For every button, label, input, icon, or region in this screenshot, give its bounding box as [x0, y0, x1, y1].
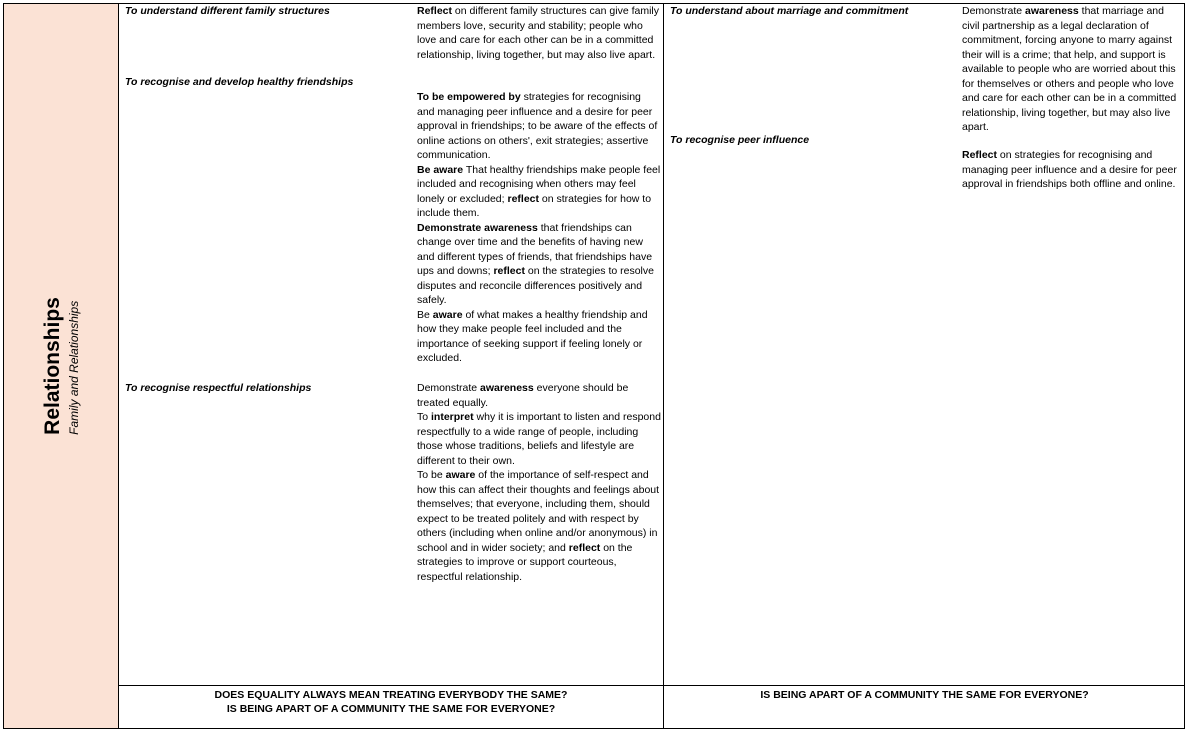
marriage-paragraph [962, 4, 1183, 135]
friendships-description [417, 90, 661, 366]
family-structures-description [417, 4, 661, 62]
objective-healthy-friendships: To recognise and develop healthy friendships [125, 76, 354, 88]
question-community-right: IS BEING APART OF A COMMUNITY THE SAME FOR EVERYONE? [760, 689, 1089, 701]
text: To [417, 411, 432, 423]
text: Demonstrate [417, 382, 481, 394]
text: of what makes a healthy friendship and how they make people feel included and the importance of seeking support if feeling lonely or excluded. [417, 308, 648, 364]
text: on the strategies to resolve disputes and reconcile differences positively and safely. [417, 265, 654, 306]
text: Be [417, 308, 433, 321]
keyword: aware [432, 308, 463, 321]
text: Demonstrate [962, 5, 1026, 17]
subject-sidebar [3, 3, 119, 729]
keyword: Reflect [962, 149, 998, 161]
text: everyone should be treated equally. [417, 382, 629, 409]
text: That healthy friendships make people feel included and recognising when others may feel lonely or excluded; [417, 163, 661, 205]
subject-title: Relationships [41, 297, 64, 435]
friendship-paragraph-3 [417, 221, 661, 308]
keyword: To be empowered by [417, 91, 521, 103]
text: that marriage and civil partnership as a legal declaration of commitment, forcing anyone to marry against their will is a crime; that help, and support is available to people who are worried about this for themselves or others and people who love and care for each other can be in a committed relationship, living together, but may also live apart. [962, 5, 1177, 133]
peer-influence-description [962, 148, 1183, 192]
friendship-paragraph-2 [417, 163, 661, 221]
text: on strategies for how to include them. [417, 192, 652, 219]
friendship-paragraph-4 [417, 308, 661, 366]
question-equality: DOES EQUALITY ALWAYS MEAN TREATING EVERYBODY THE SAME? [214, 689, 568, 701]
text: To be [417, 469, 446, 481]
keyword: Be aware [417, 163, 464, 176]
objective-peer-influence: To recognise peer influence [670, 134, 810, 146]
objective-family-structures: To understand different family structures [125, 5, 330, 17]
text: on strategies for recognising and managing peer influence and a desire for peer approval in friendships both offline and online. [962, 149, 1177, 190]
text: strategies for recognising and managing peer influence and a desire for peer approval in friendships; to be aware of the effects of online actions on others', exit strategies; assertive communication. [417, 91, 658, 161]
subject-subtitle: Family and Relationships [67, 300, 81, 435]
text: on different family structures can give family members love, security and stability; people who love and care for each other can be in a committed relationship, living together, but may also live apart. [417, 5, 659, 61]
respect-paragraph-2 [417, 410, 661, 468]
right-big-question [664, 688, 1185, 702]
keyword: reflect [507, 192, 539, 205]
respect-paragraph-1 [417, 381, 661, 410]
question-community: IS BEING APART OF A COMMUNITY THE SAME FOR EVERYONE? [226, 703, 556, 715]
keyword: interpret [431, 411, 474, 423]
respect-paragraph-3 [417, 468, 661, 584]
objective-marriage: To understand about marriage and commitment [670, 5, 909, 17]
keyword: aware [445, 469, 476, 481]
keyword: awareness [1025, 5, 1079, 17]
respect-description [417, 381, 661, 584]
keyword: reflect [493, 265, 525, 277]
peer-paragraph [962, 148, 1183, 192]
text: of the importance of self-respect and how this can affect their thoughts and feelings about themselves; that everyone, including them, should expect to be treated politely and with respect by others (including when online and/or anonymous) in school and in wider society; and [417, 469, 660, 554]
sidebar-label [40, 297, 82, 435]
divider-middle [663, 3, 664, 729]
marriage-description [962, 4, 1183, 135]
keyword: Reflect [417, 5, 453, 17]
keyword: awareness [480, 382, 534, 394]
text: that friendships can change over time and the benefits of having new and different types of friends, that friendships have ups and downs; [417, 221, 653, 277]
family-paragraph [417, 4, 661, 62]
text: why it is important to listen and respond respectfully to a wide range of people, including those whose traditions, beliefs and lifestyle are different to their own. [417, 411, 661, 467]
divider-questions [118, 685, 1185, 686]
friendship-paragraph-1 [417, 90, 661, 163]
objective-respectful-relationships: To recognise respectful relationships [125, 382, 312, 394]
keyword: Demonstrate awareness [417, 221, 538, 234]
text: on the strategies to improve or support courteous, respectful relationship. [417, 541, 633, 583]
keyword: reflect [568, 541, 601, 554]
left-big-questions [119, 688, 663, 716]
